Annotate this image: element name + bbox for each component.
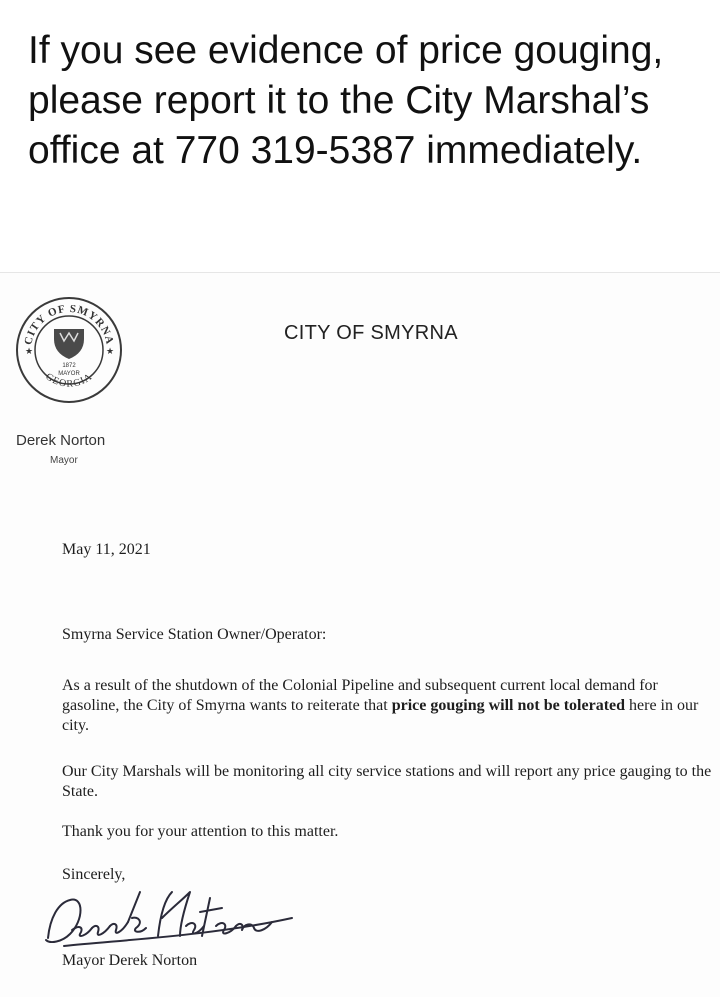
letter-date: May 11, 2021 (62, 541, 151, 558)
signature-image (40, 878, 300, 958)
seal-star-left-icon: ★ (25, 347, 34, 357)
letterhead-mayor-title: Mayor (50, 455, 78, 466)
letter-closing: Sincerely, (62, 866, 126, 883)
seal-top-text: CITY OF SMYRNA (22, 302, 116, 347)
paragraph-1-bold-text: price gouging will not be tolerated (391, 697, 626, 714)
letter-paragraph-1 (62, 676, 712, 736)
paragraph-1-text-before: As a result of the shutdown of the Colonial Pipeline and subsequent current local demand for gasoline, the City of Smyrna wants to reiterate that (62, 677, 658, 714)
paragraph-1-text-after: here in our city. (62, 697, 699, 734)
letter-signoff: Mayor Derek Norton (62, 952, 198, 969)
seal-office: MAYOR (58, 371, 80, 377)
seal-emblem-icon (54, 329, 84, 359)
letterhead-mayor-name: Derek Norton (16, 432, 106, 449)
city-seal (14, 295, 124, 405)
letterhead-title: CITY OF SMYRNA (284, 322, 458, 344)
seal-year: 1872 (62, 363, 76, 369)
post-caption: If you see evidence of price gouging, please report it to the City Marshal’s office at 770 319-5387 immediately. (28, 29, 664, 172)
letter-paragraph-3: Thank you for your attention to this matter. (62, 823, 339, 840)
letter-paragraph-2: Our City Marshals will be monitoring all city service stations and will report any price gauging to the State. (62, 763, 712, 800)
seal-star-right-icon: ★ (106, 347, 115, 357)
seal-bottom-text: GEORGIA (43, 371, 95, 390)
letter-salutation: Smyrna Service Station Owner/Operator: (62, 626, 327, 643)
